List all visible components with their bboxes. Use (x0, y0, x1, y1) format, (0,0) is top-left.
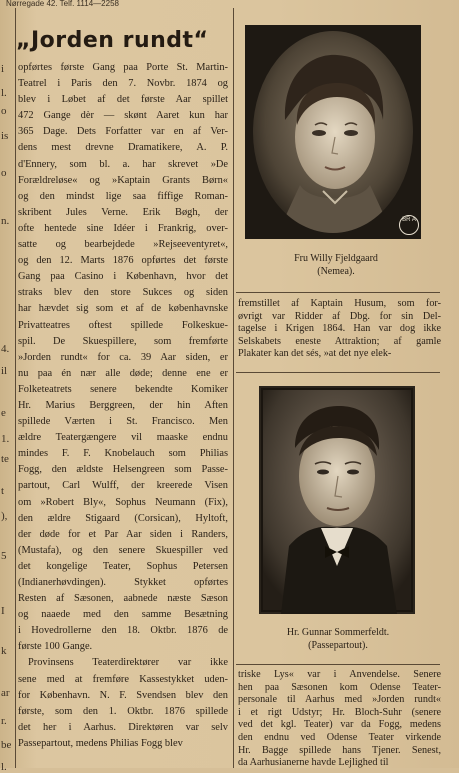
caption-2-name: Hr. Gunnar Sommerfeldt. (286, 627, 390, 638)
gutter-fragment: te (1, 453, 9, 465)
article-text-line: den ældre Stigaard (Corsican), Hyltoft, (18, 512, 228, 524)
column-rule-middle (233, 8, 234, 768)
gutter-fragment: o (1, 105, 7, 117)
mid-text-line: tagelse i Krigen 1864. Han var dog ikke (238, 323, 441, 335)
mid-text-line: Selskabets eneste Attraktion; af gamle (238, 335, 441, 347)
bottom-text-line: Hr. Bagge spillede hans Tjener. Senest, (238, 744, 441, 756)
caption-2-role: (Passepartout). (308, 640, 368, 651)
article-text-line: for København. N. F. Svendsen blev den (18, 689, 228, 701)
article-text-line: Fogg, den ældste Helsengreen som Passe- (18, 464, 228, 476)
article-text-line: og den mindst lige saa fiffige Roman- (18, 190, 228, 202)
gutter-fragment: l. (1, 87, 7, 99)
gutter-fragment: 5 (1, 550, 7, 562)
caption-photo-2 (236, 626, 440, 652)
article-text-line: dens mest drevne Dramatikere, A. P. (18, 142, 228, 154)
article-text-line: spillede Værten i St. Francisco. Men (18, 416, 228, 428)
article-text-line: mindes F. F. Knobelauch som Philias (18, 448, 228, 460)
article-text-line: nu paa én nær alle døde; denne ene er (18, 367, 228, 379)
article-text-line: der døde for et Par Aar siden i Randers, (18, 528, 228, 540)
mid-text-line: øvrigt var Ridder af Dbg. for sin Del- (238, 310, 441, 322)
article-text-line: blev i Løbet af det første Aar spillet (18, 94, 228, 106)
article-text-line: »Jorden rundt« for ca. 39 Aar siden, er (18, 351, 228, 363)
article-text-line: sene med at fremføre Kassestykket uden- (18, 673, 228, 685)
article-text-line: straks blev den store Sukces og siden (18, 287, 228, 299)
article-text-line: første, som den 1. Oktbr. 1876 spillede (18, 705, 228, 717)
gutter-fragment: I (1, 605, 5, 617)
article-text-line: og naaede med den samme Besætning (18, 609, 228, 621)
gutter-fragment: is (1, 130, 9, 142)
gutter-fragment: il (1, 365, 8, 377)
gutter-fragment: k (1, 645, 7, 657)
mid-text-line: Plakater kan det sés, »at det nye elek- (238, 348, 392, 360)
article-text-line: d'Ennery, som bl. a. har skrevet »De (18, 158, 228, 170)
article-text-line: Gang paa Casino i København, hvor det (18, 271, 228, 283)
column-rule-left (15, 8, 16, 768)
mid-column-text (238, 298, 441, 361)
caption-1-name: Fru Willy Fjeldgaard (294, 253, 378, 264)
left-gutter-fragments (0, 55, 14, 773)
article-text-line: 365 Dage. Dets Forfatter var en af Ver- (18, 126, 228, 138)
bottom-text-line: den endnu ved Odense Teater virkende (238, 731, 441, 743)
article-text-line: skribent Jules Verne. Erik Bøgh, der (18, 206, 228, 218)
article-text-line: 472 Gange dèr — skønt Aaret kun har (18, 110, 228, 122)
gutter-fragment: r. (1, 715, 7, 727)
gutter-fragment: ), (1, 510, 8, 522)
bottom-text-line: hen paa Sæsonen kom Odense Teater- (238, 681, 441, 693)
masthead-strip (0, 0, 240, 8)
article-text-line: Resten af Sæsonen, aabnede næste Sæson (18, 593, 228, 605)
bottom-column-text (238, 669, 441, 770)
article-body (18, 60, 228, 752)
gutter-fragment: i (1, 63, 5, 75)
portrait-woman-image (245, 25, 421, 239)
article-text-line: Forældreløse« og »Kaptain Grants Børn« (18, 174, 228, 186)
article-text-line: opførtes første Gang paa Porte St. Martin- (18, 62, 228, 73)
gutter-fragment: be (1, 739, 12, 751)
article-text-line: har hævdet sig som et af de københavnske (18, 303, 228, 315)
article-headline: „Jorden rundt“ (16, 28, 209, 53)
gutter-fragment: t (1, 485, 5, 497)
article-text-line: Folketeatrets senere bekendte Komiker (18, 383, 228, 395)
article-text-line: det kongelige Teater, Sophus Petersen (18, 560, 228, 572)
article-text-line: Teatrel i Paris den 7. Novbr. 1874 og (18, 78, 228, 90)
bottom-text-line: da Aarhusianerne havde Lejlighed til (238, 757, 389, 769)
rule-under-caption-1 (236, 292, 440, 293)
article-text-line: spil. De Skuespillere, som fremførte (18, 335, 228, 347)
article-text-line: (Mustafa), og den senere Skuespiller ved (18, 544, 228, 556)
article-text-line: satte og bearbejdede »Rejseeventyret«, (18, 239, 228, 251)
portrait-man-image (259, 386, 415, 614)
masthead-text: Nørregade 42. Telf. 1114—2258 (6, 0, 119, 8)
gutter-fragment: e (1, 407, 6, 419)
article-text-line: og den 12. Marts 1876 opførtes det første (18, 255, 228, 267)
caption-1-role: (Nemea). (317, 266, 355, 277)
article-text-line: (Indianerhøvdingen). Stykket opførtes (18, 577, 228, 588)
rule-under-midtext (236, 372, 440, 373)
gutter-fragment: l. (1, 761, 7, 773)
gutter-fragment: o (1, 167, 7, 179)
article-text-line: om »Robert Bly«, Sophus Neumann (Fix), (18, 496, 228, 508)
article-text-line: i Hovedrollerne den 18. Oktbr. 1876 de (18, 625, 228, 637)
gutter-fragment: 1. (1, 433, 10, 445)
caption-photo-1 (236, 252, 436, 278)
bottom-text-line: personale til Aarhus med »Jorden rundt« (238, 694, 441, 706)
gutter-fragment: 4. (1, 343, 10, 355)
article-text-line: det her i Aarhus. Direktøren var selv (18, 721, 228, 733)
article-text-line: Privatteatres oftest spillede Folkeskue- (18, 319, 228, 331)
bottom-text-line: triske Lys« var i Anvendelse. Senere (238, 669, 441, 680)
article-text-line: ældre Teatergængere vil maaske endnu (18, 432, 228, 444)
portrait-photo-woman (245, 25, 421, 239)
article-text-line: Hr. Marius Berggreen, der hin Aften (18, 399, 228, 411)
article-text-line: Passepartout, medens Philias Fogg blev (18, 737, 183, 749)
portrait-photo-man (259, 386, 415, 614)
article-text-line: partout, Carl Wulff, der kreerede Visen (18, 480, 228, 492)
gutter-fragment: n. (1, 215, 10, 227)
article-text-line: ofte hentede sine Idéer i Frankrig, over- (18, 222, 228, 234)
gutter-fragment: ar (1, 687, 10, 699)
article-text-line: Provinsens Teaterdirektører var ikke (28, 657, 228, 669)
rule-under-caption-2 (236, 664, 440, 665)
article-text-line: første 100 Gange. (18, 641, 93, 653)
photographer-emblem: BR A (399, 215, 419, 235)
bottom-text-line: i et rigt Udstyr; Hr. Bloch-Suhr (senere (238, 706, 441, 718)
mid-text-line: fremstillet af Kaptain Husum, som for- (238, 298, 441, 309)
bottom-text-line: ved det kgl. Teater) var da Fogg, medens (238, 719, 441, 731)
